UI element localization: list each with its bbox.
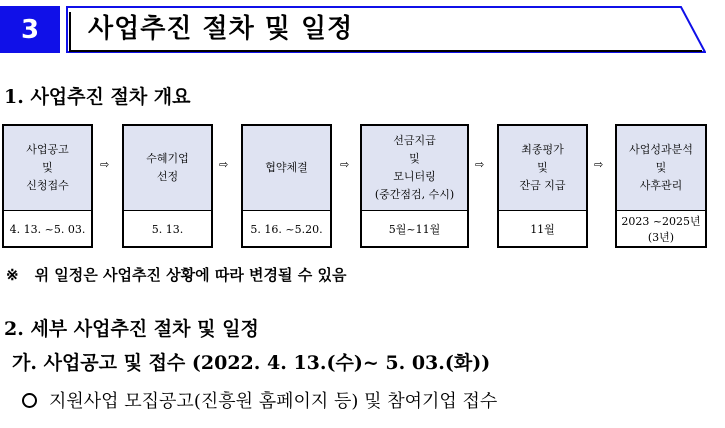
arrow-icon: ⇨ [340, 158, 350, 171]
step-name: 수혜기업 선정 [124, 126, 211, 211]
step-date: 11월 [530, 223, 555, 236]
step-name: 사업성과분석 및 사후관리 [617, 126, 705, 211]
step-name: 선금지급 및 모니터링 (중간점검, 수시) [362, 126, 467, 211]
step-date: 2023 ~2025년 (3년) [621, 215, 701, 244]
step-date: 5월~11월 [388, 223, 441, 236]
arrow-icon: ⇨ [219, 158, 229, 171]
section-number-badge [0, 6, 60, 53]
section-title-box [66, 6, 706, 53]
bullet-item [22, 387, 497, 413]
arrow-icon: ⇨ [475, 158, 485, 171]
note-text: 위 일정은 사업추진 상황에 따라 변경될 수 있음 [34, 266, 347, 284]
step-date: 5. 13. [151, 223, 184, 236]
section-number: 3 [20, 14, 40, 45]
circle-bullet-icon [22, 393, 37, 408]
process-step [2, 124, 93, 248]
step-date: 4. 13. ~5. 03. [9, 223, 86, 236]
process-step [122, 124, 213, 248]
detail-heading: 2. 세부 사업추진 절차 및 일정 [4, 318, 259, 340]
note-mark: ※ [6, 266, 19, 284]
section-title: 사업추진 절차 및 일정 [88, 14, 354, 44]
process-step [497, 124, 588, 248]
step-date: 5. 16. ~5.20. [250, 223, 323, 236]
arrow-icon: ⇨ [594, 158, 604, 171]
bullet-text: 지원사업 모집공고(진흥원 홈페이지 등) 및 참여기업 접수 [49, 391, 498, 412]
arrow-icon: ⇨ [100, 158, 110, 171]
step-name: 최종평가 및 잔금 지급 [499, 126, 586, 211]
step-name: 사업공고 및 신청접수 [4, 126, 91, 211]
process-step [360, 124, 469, 248]
sub-heading: 가. 사업공고 및 접수 (2022. 4. 13.(수)~ 5. 03.(화)) [12, 352, 491, 374]
process-step [615, 124, 707, 248]
step-name: 협약체결 [243, 126, 330, 211]
process-step [241, 124, 332, 248]
overview-heading: 1. 사업추진 절차 개요 [4, 86, 191, 108]
schedule-note [6, 264, 346, 285]
